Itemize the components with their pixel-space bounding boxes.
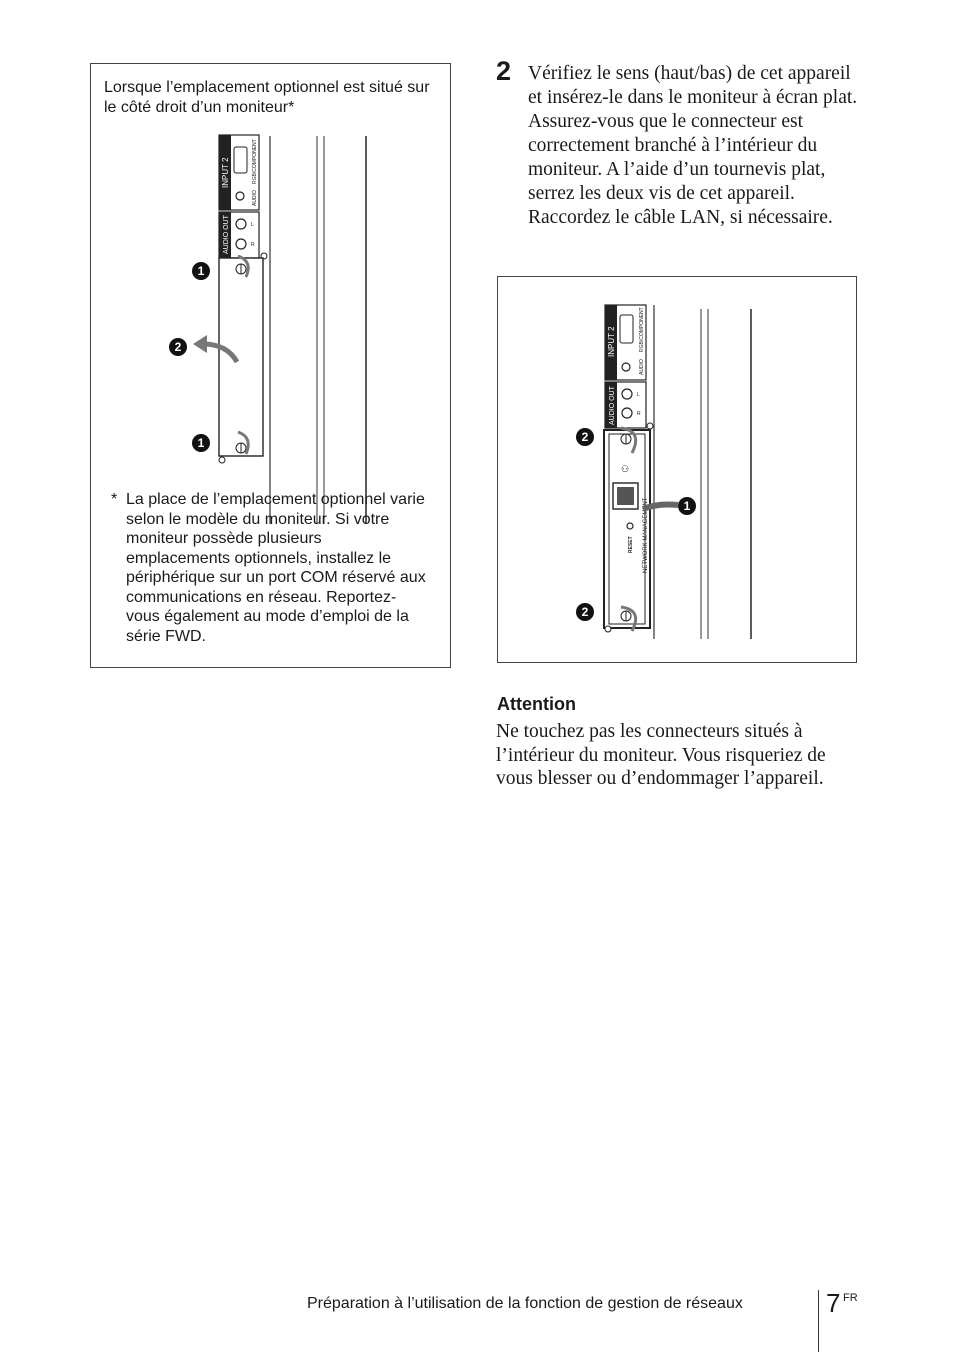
callout-1-label: 1: [197, 436, 205, 450]
audio-out-label: AUDIO OUT: [223, 215, 230, 254]
right-channel-label: R: [637, 411, 641, 417]
attention-heading: Attention: [497, 694, 576, 714]
network-card-diagram: [498, 277, 856, 662]
callout-2-label: 2: [581, 430, 589, 444]
footer-section-title: Préparation à l’utilisation de la fonction de gestion de réseaux: [307, 1295, 743, 1312]
rgb-label: RGB/COMPONENT: [252, 139, 258, 184]
step-text: Vérifiez le sens (haut/bas) de cet appareil et insérez-le dans le moniteur à écran plat. Assurez-vous que le connecteur est correctement branché à l’intérieur du moniteur. A l’aide d’un tournevis plat, serrez les deux vis de cet appareil. Raccordez le câble LAN, si nécessaire.: [528, 63, 858, 228]
rgb-label: RGB/COMPONENT: [639, 307, 645, 352]
footnote-marker: *: [111, 491, 118, 508]
optional-slot-note-box: [90, 63, 451, 668]
audio-label: AUDIO: [639, 359, 645, 375]
audio-label: AUDIO: [252, 190, 258, 206]
box-title: Lorsque l’emplacement optionnel est situé sur le côté droit d’un moniteur*: [104, 79, 430, 116]
callout-1-label: 1: [197, 264, 205, 278]
input-label: INPUT 2: [221, 157, 230, 188]
reset-label: RESET: [628, 536, 634, 553]
footnote-text: La place de l’emplacement optionnel varie selon le modèle du moniteur. Si votre moniteur possède plusieurs emplacements optionnels, installez le périphérique sur un port COM réservé aux communications en réseau. Reportez-vous également au mode d’emploi de la série FWD.: [126, 491, 426, 645]
page-language-suffix: FR: [843, 1292, 858, 1304]
step-number: 2: [496, 56, 512, 86]
left-channel-label: L: [637, 392, 640, 398]
audio-out-label: AUDIO OUT: [609, 386, 616, 425]
left-channel-label: L: [251, 222, 254, 228]
network-card-figure-box: [497, 276, 857, 663]
insert-arrow-icon: [643, 505, 678, 510]
callout-1-label: 1: [683, 499, 691, 513]
network-management-label: NETWORK MANAGEMENT: [643, 497, 649, 573]
input-label: INPUT 2: [607, 326, 616, 357]
callout-2-label: 2: [174, 340, 182, 354]
lan-icon: ⚇: [620, 464, 630, 474]
attention-text: Ne touchez pas les connecteurs situés à l’intérieur du moniteur. Vous risqueriez de vous blesser ou d’endommager l’appareil.: [496, 721, 826, 789]
page-number: 7: [826, 1288, 841, 1318]
footer-divider: [818, 1290, 819, 1352]
monitor-side-diagram: [91, 124, 450, 524]
callout-2-label: 2: [581, 605, 589, 619]
right-channel-label: R: [251, 242, 255, 248]
